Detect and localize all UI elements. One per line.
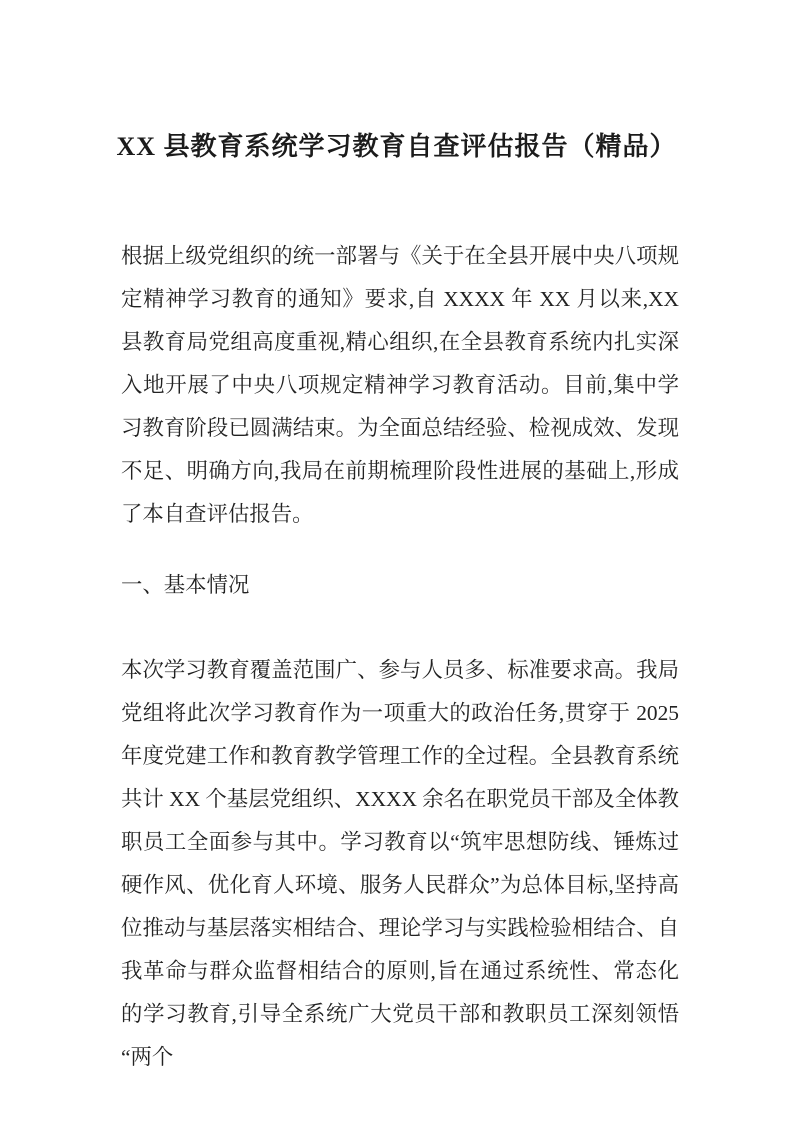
- document-title: XX 县教育系统学习教育自查评估报告（精品）: [116, 132, 677, 161]
- section-paragraph: 本次学习教育覆盖范围广、参与人员多、标准要求高。我局党组将此次学习教育作为一项重大的政治任务,贯穿于 2025 年度党建工作和教育教学管理工作的全过程。全县教育系统共计 XX 个基层党组织、XXXX 余名在职党员干部及全体教职员工全面参与其中。学习教育以“筑牢思想防线、锤炼过硬作风、优化育人环境、服务人民群众”为总体目标,坚持高位推动与基层落实相结合、理论学习与实践检验相结合、自我革命与群众监督相结合的原则,旨在通过系统性、常态化的学习教育,引导全系统广大党员干部和教职员工深刻领悟“两个: [121, 658, 679, 1069]
- section-heading-basic-situation: 一、基本情况: [121, 573, 250, 597]
- intro-paragraph: 根据上级党组织的统一部署与《关于在全县开展中央八项规定精神学习教育的通知》要求,自 XXXX 年 XX 月以来,XX 县教育局党组高度重视,精心组织,在全县教育系统内扎实深入地开展了中央八项规定精神学习教育活动。目前,集中学习教育阶段已圆满结束。为全面总结经验、检视成效、发现不足、明确方向,我局在前期梳理阶段性进展的基础上,形成了本自查评估报告。: [121, 244, 679, 526]
